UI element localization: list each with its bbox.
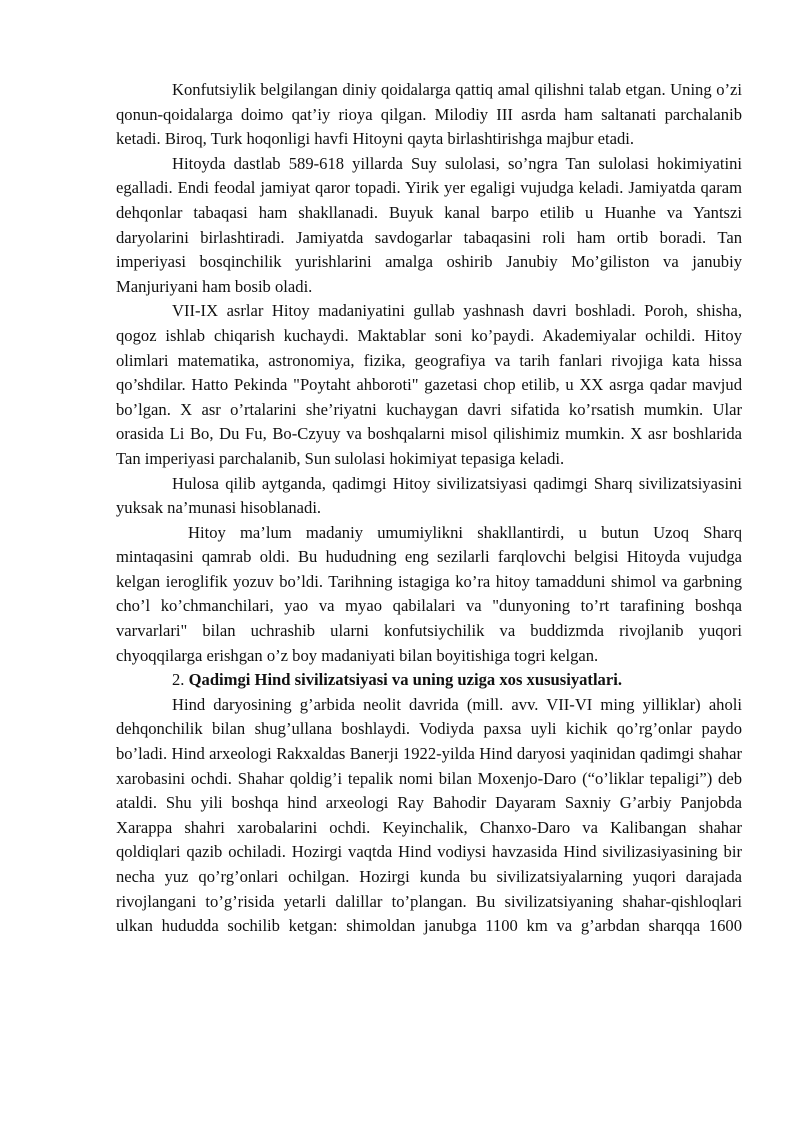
section-heading — [116, 668, 742, 693]
paragraph-confucianism: Konfutsiylik belgilangan diniy qoidalarga qattiq amal qilishni talab etgan. Uning o’zi qonun-qoidalarga doimo qat’iy rioya qilgan. Milodiy III asrda ham saltanati parchalanib ketadi. Biroq, Turk hoqonligi havfi Hitoyni qayta birlashtirishga majbur etadi. — [116, 80, 742, 149]
section-number: 2. — [172, 670, 185, 690]
paragraph-indus-valley: Hind daryosining g’arbida neolit davrida (mill. avv. VII-VI ming yilliklar) aholi dehqonchilik bilan shug’ullana boshlaydi. Vodiyda paxsa uyli kichik qo’rg’onlar paydo bo’ladi. Hind arxeologi Rakxaldas Banerji 1922-yilda Hind daryosi yaqinidan qadimgi shahar xarobasini ochdi. Shahar qoldig’i tepalik nomi bilan Moxenjo-Daro (“o’liklar tepaligi”) deb ataldi. Shu yili boshqa hind arxeologi Ray Bahodir Dayaram Saxniy G’arbiy Panjobda Xarappa shahri xarobalarini ochdi. Keyinchalik, Chanxo-Daro va Kalibangan shahar qoldiqlari qazib ochiladi. Hozirgi vaqtda Hind vodiysi havzasida Hind sivilizasiyasining bir necha yuz qo’rg’onlari ochilgan. Hozirgi kunda bu sivilizatsiyalarning yuqori darajada rivojlangani to’g’risida yetarli dalillar to’plangan. Bu sivilizatsiyaning shahar-qishloqlari ulkan hududda sochilib ketgan: shimoldan janubga 1100 km va g’arbdan sharqqa 1600 — [116, 694, 742, 936]
paragraph-culture-7-9-centuries: VII-IX asrlar Hitoy madaniyatini gullab yashnash davri boshladi. Poroh, shisha, qogoz ishlab chiqarish kuchaydi. Maktablar soni ko’paydi. Akademiyalar ochildi. Hitoy olimlari matematika, astronomiya, fizika, geografiya va tarih fanlari rivojiga kata hissa qo’shdilar. Hatto Pekinda "Poytaht ahboroti" gazetasi chop etilib, u XX asrga qadar mavjud bo’lgan. X asr o’rtalarini she’riyatni kuchaygan davri sifatida ko’rsatish mumkin. Ular orasida Li Bo, Du Fu, Bo-Czyuy va boshqalarni misol qilishimiz mumkin. X asr boshlarida Tan imperiyasi parchalanib, Sun sulolasi hokimiyat tepasiga keladi. — [116, 301, 742, 468]
paragraph-cultural-community: Hitoy ma’lum madaniy umumiylikni shakllantirdi, u butun Uzoq Sharq mintaqasini qamrab oldi. Bu hududning eng sezilarli farqlovchi belgisi Hitoyda vujudga kelgan ieroglifik yozuv bo’ldi. Tarihning istagiga ko’ra hitoy tamadduni shimol va garbning cho’l ko’chmanchilari, yao va myao qabilalari va "dunyoning to’rt tarafining boshqa varvarlari" bilan uchrashib ularni konfutsiychilik va buddizmda rivojlanib yuqori chyoqqilarga erishgan o’z boy madaniyati bilan boyitishiga togri kelgan. — [116, 522, 742, 665]
document-page — [116, 78, 742, 939]
paragraph-conclusion: Hulosa qilib aytganda, qadimgi Hitoy sivilizatsiyasi qadimgi Sharq sivilizatsiyasini yuksak na’munasi hisoblanadi. — [116, 473, 742, 518]
paragraph-suy-tan-dynasties: Hitoyda dastlab 589-618 yillarda Suy sulolasi, so’ngra Tan sulolasi hokimiyatini egalladi. Endi feodal jamiyat qaror topadi. Yirik yer egaligi vujudga keladi. Jamiyatda qaram dehqonlar tabaqasi ham shakllanadi. Buyuk kanal barpo etilib u Huanhe va Yantszi daryolarini birlashtiradi. Jamiyatda savdogarlar tabaqasini roli ham ortib boradi. Tan imperiyasi bosqinchilik yurishlarini amalga oshirib Janubiy Mo’giliston va janubiy Manjuriyani ham bosib oladi. — [116, 153, 742, 296]
section-title: Qadimgi Hind sivilizatsiyasi va uning uziga xos xususiyatlari. — [188, 670, 622, 690]
